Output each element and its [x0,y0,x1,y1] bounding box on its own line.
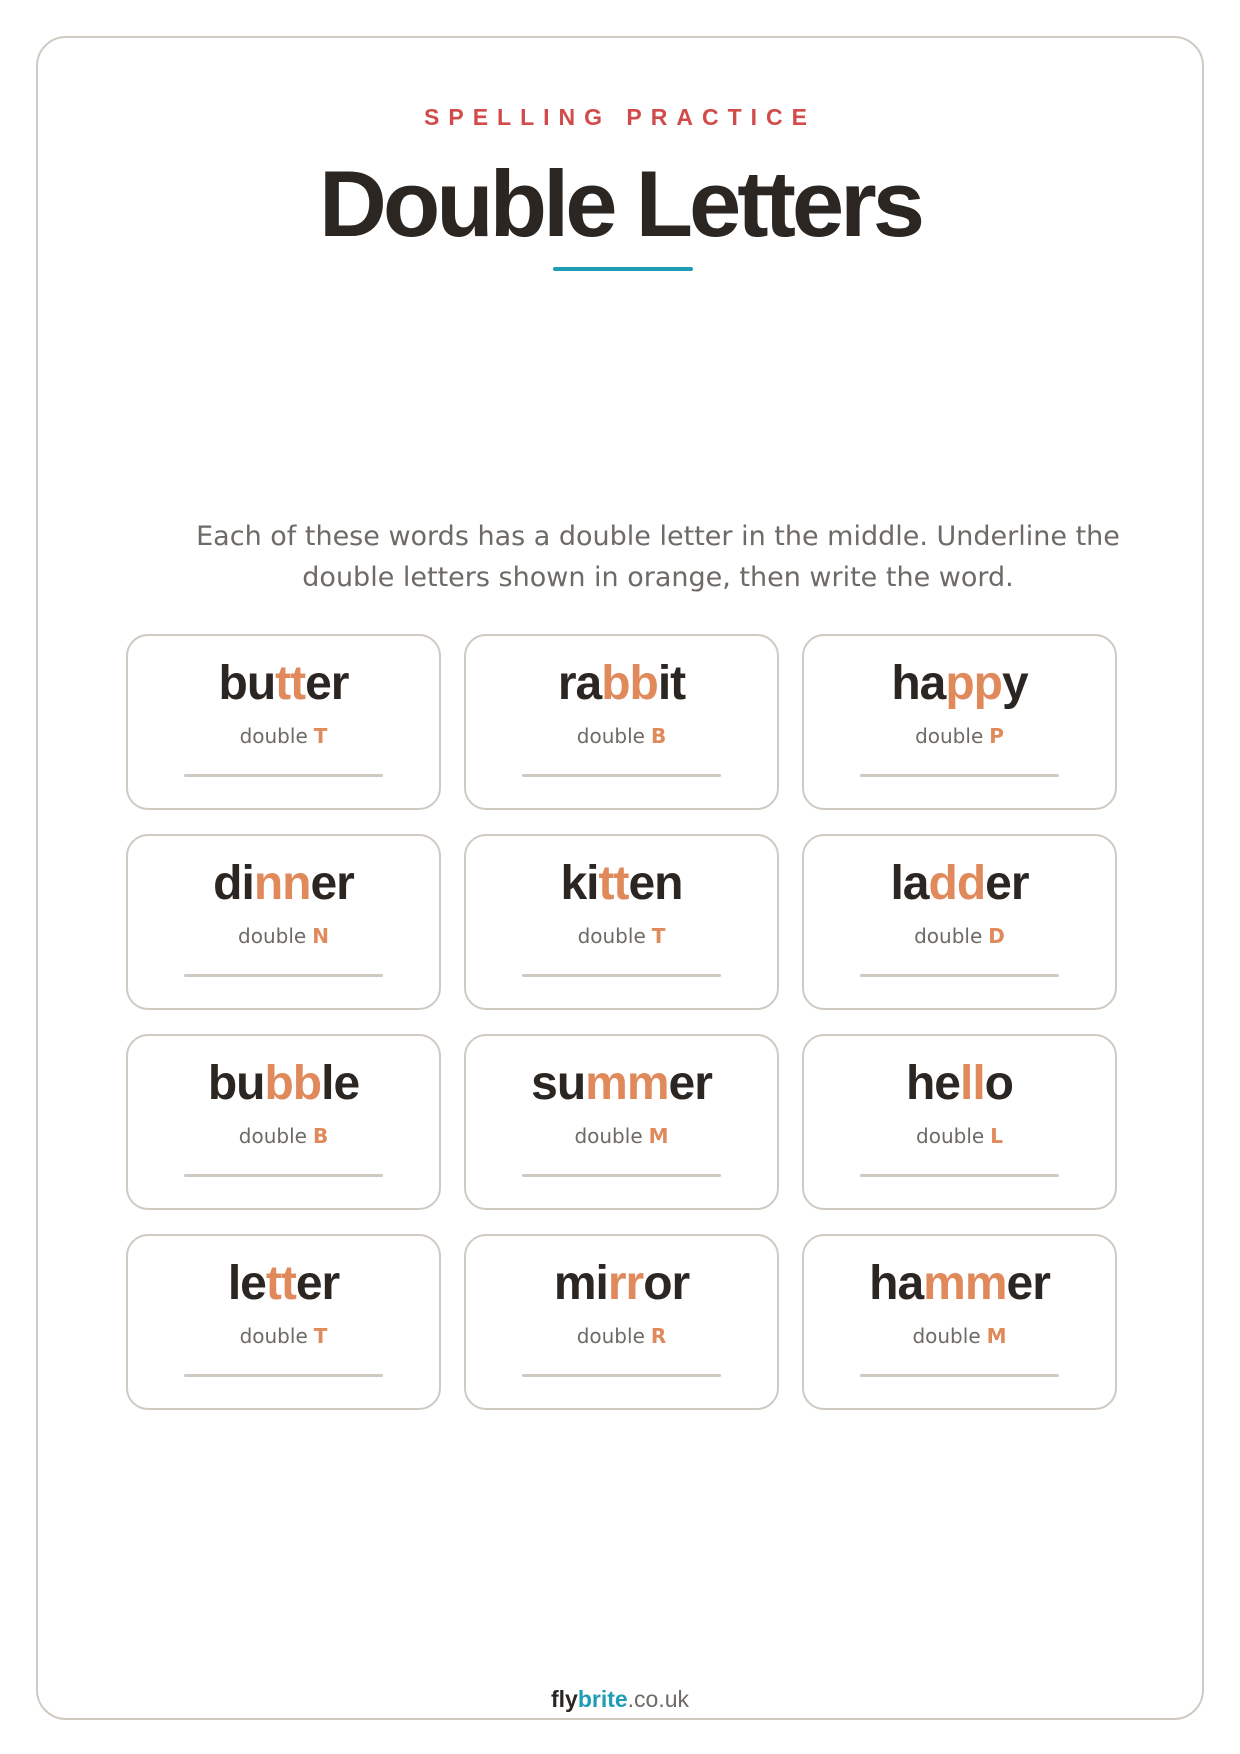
word [466,658,777,711]
hint-prefix: double [577,924,646,948]
word-end: en [628,857,683,910]
write-line[interactable] [522,774,721,777]
double-letters: bb [601,657,658,710]
word-card [802,634,1117,810]
hint-letter: M [648,1124,669,1148]
double-letters: tt [598,857,629,910]
word-card [802,1034,1117,1210]
double-letters: ll [960,1057,985,1110]
double-hint [128,1324,439,1348]
write-line[interactable] [184,1174,383,1177]
word [804,1058,1115,1111]
word [466,1258,777,1311]
hint-prefix: double [576,1324,645,1348]
hint-prefix: double [238,1124,307,1148]
word-start: he [905,1057,960,1110]
double-letters: tt [265,1257,296,1310]
hint-letter: D [988,924,1005,948]
hint-letter: T [313,1324,328,1348]
word-card [126,834,441,1010]
word-start: bu [207,1057,265,1110]
hint-letter: P [989,724,1004,748]
hint-prefix: double [914,924,983,948]
write-line[interactable] [860,974,1059,977]
instructions-text: Each of these words has a double letter in the middle. Underline the double letters shown in orange, then write the word. [196,521,1120,593]
hint-prefix: double [916,1124,985,1148]
double-letters: bb [264,1057,322,1110]
word-card [802,1234,1117,1410]
word-card [126,1034,441,1210]
word-start: bu [218,657,276,710]
double-hint [466,1324,777,1348]
word-end: er [668,1057,712,1110]
word-card [464,834,779,1010]
word-end: it [657,657,686,710]
hint-letter: R [650,1324,667,1348]
page-title: Double Letters [318,151,922,256]
hint-letter: T [313,724,328,748]
brand-brite: brite [577,1686,628,1712]
hint-letter: T [651,924,666,948]
hint-prefix: double [239,1324,308,1348]
word-start: su [531,1057,586,1110]
hint-prefix: double [912,1324,981,1348]
write-line[interactable] [860,1374,1059,1377]
word-end: or [643,1257,690,1310]
double-hint [128,1124,439,1148]
word-end: le [321,1057,360,1110]
double-hint [804,1124,1115,1148]
write-line[interactable] [184,1374,383,1377]
word-end: o [984,1057,1013,1110]
word [804,858,1115,911]
word-card-grid [126,634,1118,1410]
hint-letter: L [990,1124,1003,1148]
write-line[interactable] [184,974,383,977]
hint-prefix: double [238,924,307,948]
hint-prefix: double [239,724,308,748]
double-hint [128,924,439,948]
word-card [802,834,1117,1010]
write-line[interactable] [522,1374,721,1377]
word-start: ha [891,657,946,710]
word [128,1058,439,1111]
double-letters: nn [253,857,311,910]
word [804,658,1115,711]
double-letters: rr [607,1257,644,1310]
word-card [126,634,441,810]
word-end: er [305,657,349,710]
write-line[interactable] [184,774,383,777]
double-hint [804,724,1115,748]
word [804,1258,1115,1311]
double-letters: mm [585,1057,669,1110]
word-end: er [1006,1257,1050,1310]
double-hint [128,724,439,748]
word-start: ra [557,657,602,710]
word-start: mi [553,1257,608,1310]
word-card [126,1234,441,1410]
hint-prefix: double [576,724,645,748]
word-start: ki [560,857,599,910]
word-start: le [227,1257,266,1310]
footer-brand[interactable] [38,1686,1202,1713]
hint-letter: B [312,1124,329,1148]
double-letters: mm [923,1257,1007,1310]
word-start: la [890,857,929,910]
write-line[interactable] [522,1174,721,1177]
double-letters: pp [945,657,1002,710]
word [128,658,439,711]
hint-letter: M [986,1324,1007,1348]
word-end: er [310,857,354,910]
hint-prefix: double [574,1124,643,1148]
double-hint [466,1124,777,1148]
double-hint [804,924,1115,948]
word-start: ha [869,1257,924,1310]
write-line[interactable] [860,1174,1059,1177]
double-hint [466,924,777,948]
double-hint [804,1324,1115,1348]
word [128,1258,439,1311]
hint-prefix: double [915,724,984,748]
brand-domain: .co.uk [627,1686,690,1712]
write-line[interactable] [860,774,1059,777]
word [466,1058,777,1111]
word-start: di [213,857,254,910]
eyebrow-label: SPELLING PRACTICE [424,104,816,130]
word-card [464,634,779,810]
brand-fly: fly [550,1686,578,1712]
word-end: er [985,857,1029,910]
hint-letter: B [650,724,667,748]
double-hint [466,724,777,748]
title-underline [553,267,693,271]
word-card [464,1234,779,1410]
word [466,858,777,911]
double-letters: dd [928,857,986,910]
worksheet-page [36,36,1204,1720]
word-end: er [295,1257,340,1310]
write-line[interactable] [522,974,721,977]
word-card [464,1034,779,1210]
double-letters: tt [275,657,306,710]
word [128,858,439,911]
hint-letter: N [312,924,329,948]
word-end: y [1001,657,1028,710]
